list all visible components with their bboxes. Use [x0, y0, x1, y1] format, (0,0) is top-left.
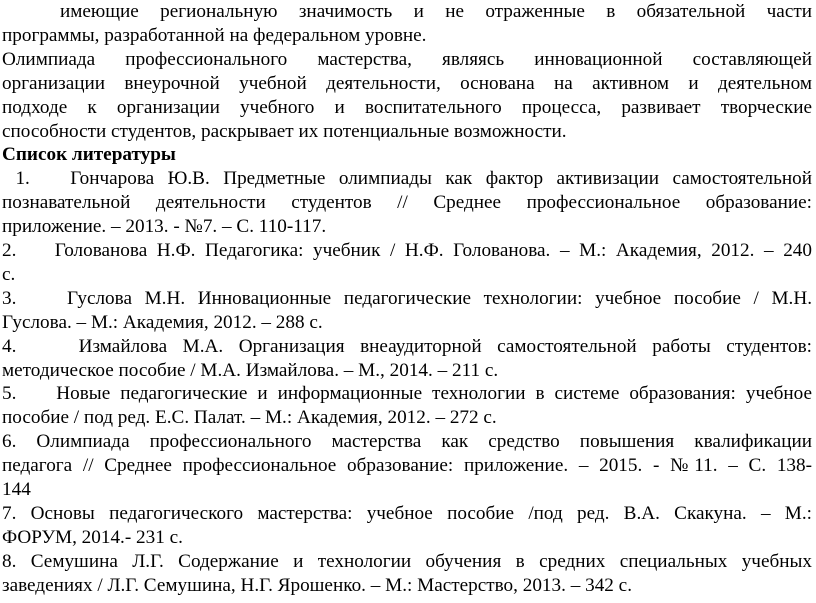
bibliography-item: 5. Новые педагогические и информационные технологии в системе образования: учебное: [2, 383, 812, 405]
bibliography-item: пособие / под ред. Е.С. Палат. – М.: Академия, 2012. – 272 с.: [2, 407, 497, 429]
paragraph-line: способности студентов, раскрывает их потенциальные возможности.: [2, 120, 567, 142]
bibliography-item: заведениях / Л.Г. Семушина, Н.Г. Ярошенко. – М.: Мастерство, 2013. – 342 с.: [2, 574, 632, 596]
bibliography-item: педагога // Среднее профессиональное образование: приложение. – 2015. - №11. – С. 138-: [2, 455, 812, 477]
paragraph-line: Олимпиада профессионального мастерства, являясь инновационной составляющей: [2, 48, 812, 70]
bibliography-item: 8. Семушина Л.Г. Содержание и технологии обучения в средних специальных учебных: [2, 550, 812, 572]
bibliography-item: познавательной деятельности студентов // Среднее профессиональное образование:: [2, 192, 812, 214]
bibliography-item: 6. Олимпиада профессионального мастерства как средство повышения квалификации: [2, 431, 812, 453]
bibliography-item: 1. Гончарова Ю.В. Предметные олимпиады как фактор активизации самостоятельной: [2, 168, 812, 190]
bibliography-item: с.: [2, 263, 16, 285]
bibliography-item: приложение. – 2013. - №7. – С. 110-117.: [2, 216, 327, 238]
bibliography-item: 7. Основы педагогического мастерства: учебное пособие /под ред. В.А. Скакуна. – М.:: [2, 502, 812, 524]
paragraph-line: подходе к организации учебного и воспитательного процесса, развивает творческие: [2, 96, 812, 118]
bibliography-item: 4. Измайлова М.А. Организация внеаудиторной самостоятельной работы студентов:: [2, 335, 812, 357]
bibliography-item: ФОРУМ, 2014.- 231 с.: [2, 526, 183, 548]
bibliography-heading: Список литературы: [2, 144, 176, 166]
paragraph-line: организации внеурочной учебной деятельности, основана на активном и деятельном: [2, 72, 812, 94]
intro-line: имеющие региональную значимость и не отраженные в обязательной части: [60, 1, 812, 22]
intro-line: программы, разработанной на федеральном уровне.: [2, 24, 427, 46]
bibliography-item: 2. Голованова Н.Ф. Педагогика: учебник / Н.Ф. Голованова. – М.: Академия, 2012. – 240: [2, 240, 812, 261]
bibliography-item: методическое пособие / М.А. Измайлова. – М., 2014. – 211 с.: [2, 359, 499, 381]
bibliography-item: Гуслова. – М.: Академия, 2012. – 288 с.: [2, 311, 323, 333]
bibliography-item: 144: [2, 479, 31, 500]
bibliography-item: 3. Гуслова М.Н. Инновационные педагогические технологии: учебное пособие / М.Н.: [2, 287, 812, 309]
